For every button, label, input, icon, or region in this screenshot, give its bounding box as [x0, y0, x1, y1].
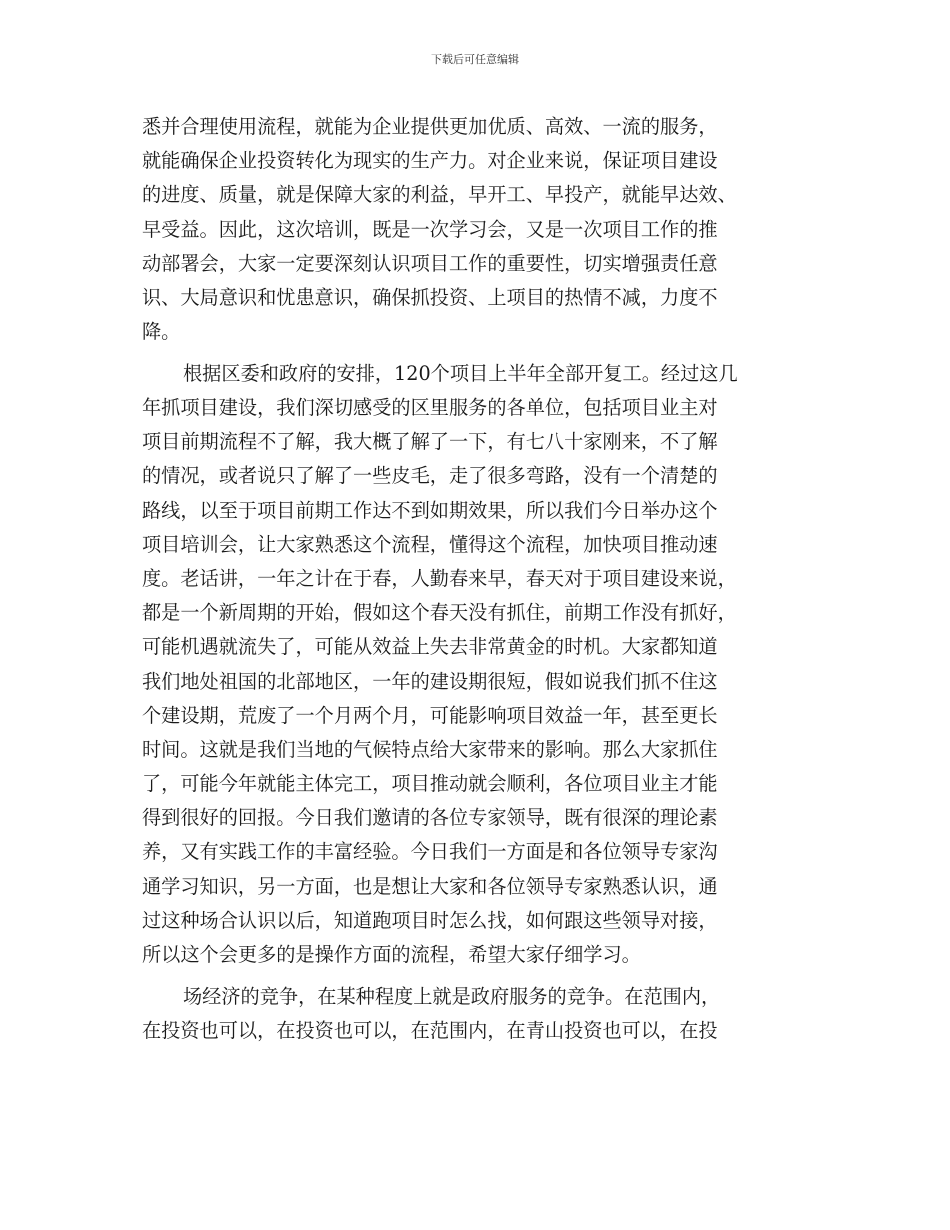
paragraph-line: 我们地处祖国的北部地区，一年的建设期很短，假如说我们抓不住这 — [142, 669, 718, 693]
paragraph-line: 降。 — [142, 320, 181, 344]
paragraph-line: 的进度、质量，就是保障大家的利益，早开工、早投产，就能早达效、 — [142, 183, 737, 207]
paragraph-line: 了，可能今年就能主体完工，项目推动就会顺利，各位项目业主才能 — [142, 772, 718, 796]
paragraph-line: 年抓项目建设，我们深切感受的区里服务的各单位，包括项目业主对 — [142, 396, 718, 419]
document-body — [142, 110, 812, 1048]
paragraph-line: 得到很好的回报。今日我们邀请的各位专家领导，既有很深的理论素 — [142, 806, 718, 830]
paragraph-line: 可能机遇就流失了，可能从效益上失去非常黄金的时机。大家都知道 — [142, 635, 718, 659]
paragraph-line: 悉并合理使用流程，就能为企业提供更加优质、高效、一流的服务， — [142, 115, 718, 138]
paragraph-line: 就能确保企业投资转化为现实的生产力。对企业来说，保证项目建设 — [142, 149, 718, 173]
paragraph-line: 路线，以至于项目前期工作达不到如期效果，所以我们今日举办这个 — [142, 498, 718, 522]
paragraph-line: 识、大局意识和忧患意识，确保抓投资、上项目的热情不减，力度不 — [142, 285, 718, 309]
paragraph-line: 项目培训会，让大家熟悉这个流程，懂得这个流程，加快项目推动速 — [142, 532, 718, 556]
paragraph-line: 所以这个会更多的是操作方面的流程，希望大家仔细学习。 — [142, 943, 641, 966]
paragraph-line: 的情况，或者说只了解了一些皮毛，走了很多弯路，没有一个清楚的 — [142, 464, 718, 488]
paragraph-line: 根据区委和政府的安排，120个项目上半年全部开复工。经过这几 — [183, 361, 738, 385]
paragraph-line: 过这种场合认识以后，知道跑项目时怎么找，如何跟这些领导对接， — [142, 908, 718, 932]
paragraph-line: 早受益。因此，这次培训，既是一次学习会，又是一次项目工作的推 — [142, 217, 718, 241]
paragraph-line: 养，又有实践工作的丰富经验。今日我们一方面是和各位领导专家沟 — [142, 840, 718, 864]
paragraph-line: 项目前期流程不了解，我大概了解了一下，有七八十家刚来，不了解 — [142, 430, 718, 454]
paragraph — [142, 110, 812, 349]
page-header: 下载后可任意编辑 — [431, 53, 519, 66]
paragraph-line: 场经济的竞争，在某种程度上就是政府服务的竞争。在范围内， — [183, 984, 721, 1008]
paragraph-line: 通学习知识，另一方面，也是想让大家和各位领导专家熟悉认识，通 — [142, 874, 718, 898]
paragraph-line: 度。老话讲，一年之计在于春，人勤春来早，春天对于项目建设来说， — [142, 566, 737, 590]
paragraph — [142, 980, 812, 1048]
paragraph-line: 都是一个新周期的开始，假如这个春天没有抓住，前期工作没有抓好， — [142, 601, 737, 625]
paragraph-line: 时间。这就是我们当地的气候特点给大家带来的影响。那么大家抓住 — [142, 737, 718, 761]
paragraph-line: 个建设期，荒废了一个月两个月，可能影响项目效益一年，甚至更长 — [142, 703, 718, 727]
paragraph-line: 在投资也可以，在投资也可以，在范围内，在青山投资也可以，在投 — [142, 1018, 718, 1042]
paragraph-line: 动部署会，大家一定要深刻认识项目工作的重要性，切实增强责任意 — [142, 251, 718, 275]
paragraph — [142, 357, 812, 972]
